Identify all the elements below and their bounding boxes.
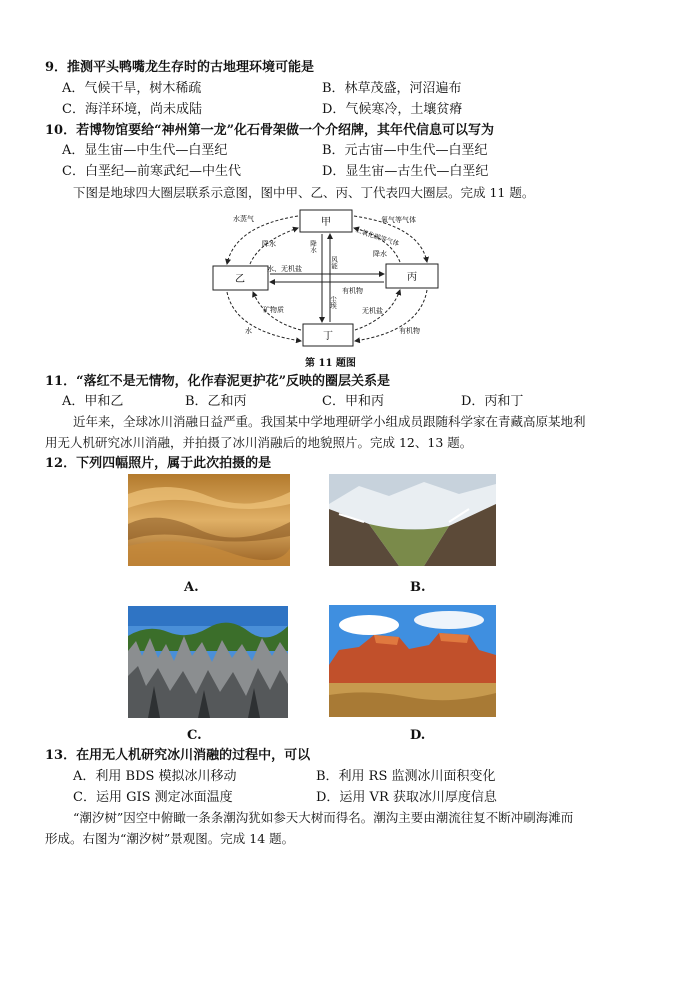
label-water-vapor: 水蒸气 xyxy=(233,215,254,223)
label-water-salt: 水、无机盐 xyxy=(267,265,302,273)
diagram-caption: 第 11 题图 xyxy=(305,358,356,369)
q12-option-d: D. xyxy=(410,728,426,743)
photo-c-stone-forest[interactable] xyxy=(128,606,288,718)
q11-stem: 11．“落红不是无情物，化作春泥更护花”反映的圈层关系是 xyxy=(45,374,391,389)
q10-option-d: D．显生宙—古生代—白垩纪 xyxy=(322,164,489,179)
label-dust: 尘埃 xyxy=(329,296,337,309)
node-ding: 丁 xyxy=(323,331,333,342)
q11-option-c: C．甲和丙 xyxy=(322,394,384,409)
label-co2: 二氧化碳等气体 xyxy=(354,226,401,248)
q10-stem: 10．若博物馆要给“神州第一龙”化石骨架做一个介绍牌，其年代信息可以写为 xyxy=(45,123,495,138)
label-rain-right: 降水 xyxy=(373,250,387,258)
q10-option-b: B．元古宙—中生代—白垩纪 xyxy=(322,143,488,158)
intro-q12-line1: 近年来，全球冰川消融日益严重。我国某中学地理研学小组成员跟随科学家在青藏高原某地利 xyxy=(73,414,586,429)
intro-q14-line2: 形成。右图为“潮汐树”景观图。完成 14 题。 xyxy=(45,831,295,846)
label-wind: 风能 xyxy=(330,256,338,269)
q13-option-b: B．利用 RS 监测冰川面积变化 xyxy=(316,769,496,784)
q11-option-d: D．丙和丁 xyxy=(461,394,524,409)
q12-option-b: B. xyxy=(410,580,426,595)
q10-option-c: C．白垩纪—前寒武纪—中生代 xyxy=(62,164,241,179)
node-yi: 乙 xyxy=(235,274,245,285)
q11-option-b: B．乙和丙 xyxy=(185,394,247,409)
q13-option-c: C．运用 GIS 测定冰面温度 xyxy=(73,790,233,805)
intro-q12-line2: 用无人机研究冰川消融，并拍摄了冰川消融后的地貌照片。完成 12、13 题。 xyxy=(45,435,473,450)
label-organic-mid: 有机物 xyxy=(342,287,363,295)
label-oxygen: 氧气等气体 xyxy=(381,216,416,224)
intro-q14-line1: “潮汐树”因空中俯瞰一条条潮沟犹如参天大树而得名。潮沟主要由潮流往复不断冲刷海滩而 xyxy=(73,810,574,825)
q13-option-d: D．运用 VR 获取冰川厚度信息 xyxy=(316,790,497,805)
q13-option-a: A．利用 BDS 模拟冰川移动 xyxy=(73,769,237,784)
node-jia: 甲 xyxy=(321,217,331,228)
q9-option-a: A．气候干旱，树木稀疏 xyxy=(62,81,202,96)
q12-stem: 12．下列四幅照片，属于此次拍摄的是 xyxy=(45,456,272,471)
q12-option-c: C. xyxy=(187,728,202,743)
q10-option-a: A．显生宙—中生代—白垩纪 xyxy=(62,143,228,158)
photo-d-red-rock[interactable] xyxy=(329,605,496,717)
label-water-bottom: 水 xyxy=(245,327,252,335)
label-rain-left: 降水 xyxy=(262,240,276,248)
node-bing: 丙 xyxy=(407,272,417,283)
q9-option-d: D．气候寒冷，土壤贫瘠 xyxy=(322,102,463,117)
label-rain-mid: 降水 xyxy=(309,240,317,253)
photo-b-glacial-valley[interactable] xyxy=(329,474,496,566)
q9-option-c: C．海洋环境，尚未成陆 xyxy=(62,102,202,117)
q9-stem: 9．推测平头鸭嘴龙生存时的古地理环境可能是 xyxy=(45,60,315,75)
q12-option-a: A. xyxy=(184,580,199,595)
sphere-diagram xyxy=(205,206,450,354)
q13-stem: 13．在用无人机研究冰川消融的过程中，可以 xyxy=(45,748,311,763)
label-inorganic-salt: 无机盐 xyxy=(362,307,383,315)
label-minerals: 矿物质 xyxy=(263,306,284,314)
intro-q11: 下图是地球四大圈层联系示意图，图中甲、乙、丙、丁代表四大圈层。完成 11 题。 xyxy=(73,185,535,200)
label-organic-bottom: 有机物 xyxy=(399,327,420,335)
q11-option-a: A．甲和乙 xyxy=(62,394,124,409)
q9-option-b: B．林草茂盛，河沼遍布 xyxy=(322,81,462,96)
photo-a-desert[interactable] xyxy=(128,474,290,566)
